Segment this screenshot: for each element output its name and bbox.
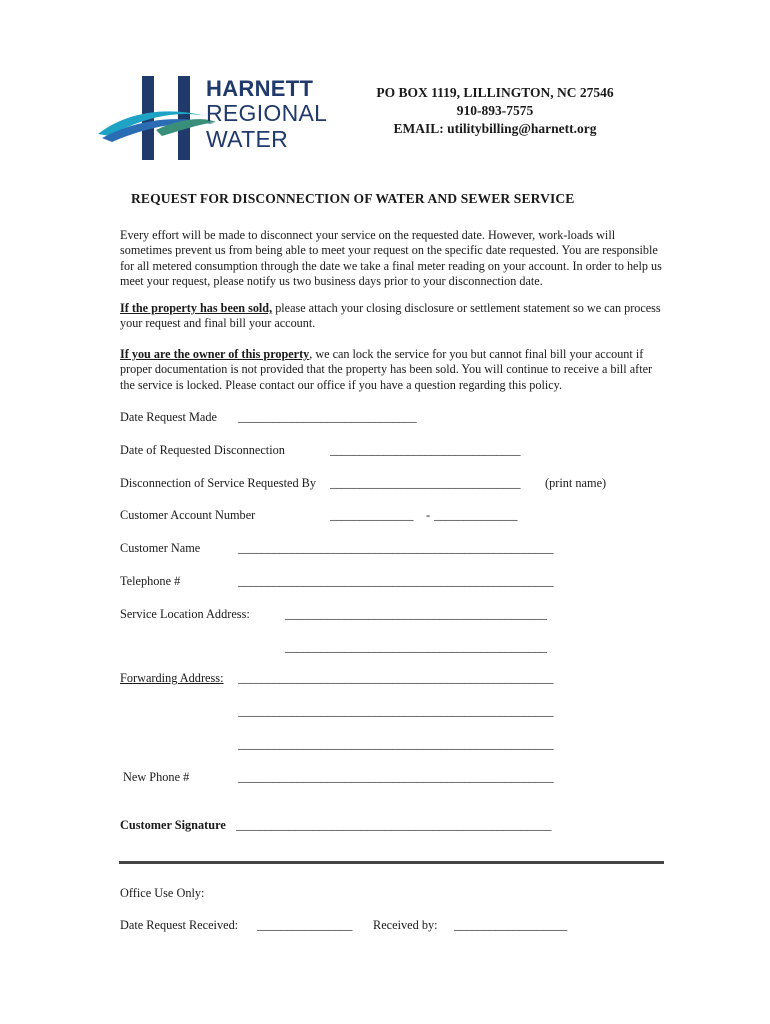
section-divider <box>119 861 664 864</box>
logo-line-water: WATER <box>206 126 288 152</box>
requested-by-field[interactable]: ________________________________ <box>330 476 521 490</box>
forwarding-address-field-line3[interactable]: _____________________________________________________ <box>238 737 554 751</box>
requested-by-label: Disconnection of Service Requested By <box>120 476 317 490</box>
forwarding-address-label: Forwarding Address: <box>120 671 224 685</box>
telephone-field[interactable]: _____________________________________________________ <box>238 574 554 588</box>
new-phone-label: New Phone # <box>123 770 190 784</box>
harnett-regional-water-logo <box>96 72 328 164</box>
forwarding-address-field-line1[interactable]: _____________________________________________________ <box>238 671 554 685</box>
signature-field[interactable]: _____________________________________________________ <box>236 818 552 832</box>
date-received-label: Date Request Received: <box>120 918 239 932</box>
sold-property-paragraph <box>120 301 665 332</box>
owner-paragraph <box>120 347 665 393</box>
intro-paragraph: Every effort will be made to disconnect your service on the requested date. However, work-loads will sometimes prevent us from being able to meet your request on the specific date requested. You are responsible for all metered consumption through the date we take a final meter reading on your account. In order to help us meet your request, please notify us two business days prior to your disconnection date. <box>120 228 662 288</box>
email-address: EMAIL: utilitybilling@harnett.org <box>393 121 597 136</box>
customer-name-field[interactable]: _____________________________________________________ <box>238 541 554 555</box>
signature-label: Customer Signature <box>120 818 226 832</box>
logo-line-harnett: HARNETT <box>206 76 314 101</box>
account-number-label: Customer Account Number <box>120 508 256 522</box>
sold-property-text: please attach your closing disclosure or settlement statement so we can process your request and final bill your account. <box>120 301 661 331</box>
account-number-dash: - <box>426 508 431 522</box>
service-address-field-line1[interactable]: ____________________________________________ <box>285 607 547 621</box>
date-requested-disconnection-field[interactable]: ________________________________ <box>330 443 521 457</box>
telephone-label: Telephone # <box>120 574 181 588</box>
account-number-field-part2[interactable]: ______________ <box>434 508 518 522</box>
mailing-address: PO BOX 1119, LILLINGTON, NC 27546 <box>376 85 614 100</box>
form-title: REQUEST FOR DISCONNECTION OF WATER AND SEWER SERVICE <box>131 191 575 206</box>
date-request-made-label: Date Request Made <box>120 410 217 424</box>
service-address-field-line2[interactable]: ____________________________________________ <box>285 640 547 654</box>
print-name-note: (print name) <box>545 476 607 490</box>
customer-name-label: Customer Name <box>120 541 201 555</box>
account-number-field-part1[interactable]: ______________ <box>330 508 414 522</box>
new-phone-field[interactable]: _____________________________________________________ <box>238 770 554 784</box>
contact-block <box>350 84 640 138</box>
date-request-made-field[interactable]: ______________________________ <box>238 410 417 424</box>
logo-line-regional: REGIONAL <box>206 100 328 126</box>
phone-number: 910-893-7575 <box>456 103 534 118</box>
owner-lead: If you are the owner of this property <box>120 347 310 361</box>
owner-text: , we can lock the service for you but cannot final bill your account if proper documentation is not provided that the property has been sold. You will continue to receive a bill after the service is locked. Please contact our office if you have a question regarding this policy. <box>120 347 653 392</box>
sold-property-lead: If the property has been sold, <box>120 301 273 315</box>
date-received-field[interactable]: ________________ <box>257 918 353 932</box>
date-requested-disconnection-label: Date of Requested Disconnection <box>120 443 285 457</box>
service-address-label: Service Location Address: <box>120 607 250 621</box>
office-use-heading: Office Use Only: <box>120 886 205 900</box>
received-by-label: Received by: <box>373 918 438 932</box>
forwarding-address-field-line2[interactable]: _____________________________________________________ <box>238 704 554 718</box>
received-by-field[interactable]: ___________________ <box>454 918 568 932</box>
